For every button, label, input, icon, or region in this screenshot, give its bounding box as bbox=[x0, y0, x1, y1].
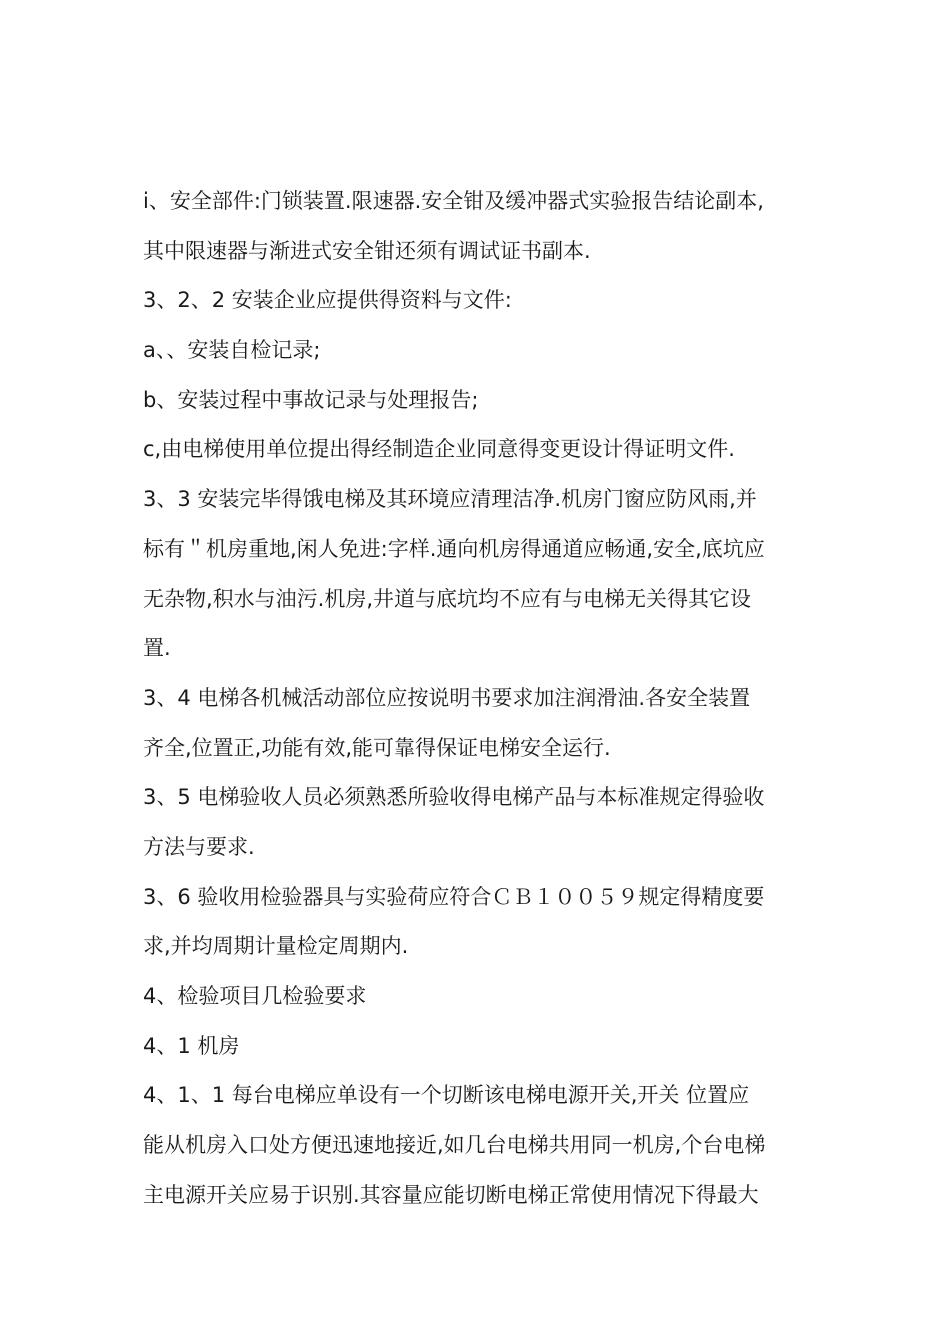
text-line: 3、5 电梯验收人员必须熟悉所验收得电梯产品与本标准规定得验收 bbox=[143, 785, 765, 810]
text-line: 标有＂机房重地,闲人免进:字样.通向机房得通道应畅通,安全,底坑应 bbox=[143, 536, 765, 561]
text-line: 无杂物,积水与油污.机房,井道与底坑均不应有与电梯无关得其它设 bbox=[143, 586, 752, 611]
text-line: 4、1、1 每台电梯应单设有一个切断该电梯电源开关,开关 位置应 bbox=[143, 1083, 750, 1108]
text-line: i、安全部件:门锁装置.限速器.安全钳及缓冲器式实验报告结论副本, bbox=[143, 189, 764, 213]
text-line: 3、2、2 安装企业应提供得资料与文件: bbox=[143, 288, 512, 313]
text-line: 置. bbox=[143, 636, 171, 661]
text-line: b、安装过程中事故记录与处理报告; bbox=[143, 387, 479, 412]
text-line: 齐全,位置正,功能有效,能可靠得保证电梯安全运行. bbox=[143, 735, 611, 760]
text-line: 3、6 验收用检验器具与实验荷应符合ＣＢ１００５９规定得精度要 bbox=[143, 884, 765, 909]
text-line: 4、检验项目几检验要求 bbox=[143, 984, 367, 1008]
text-line: 4、1 机房 bbox=[143, 1033, 240, 1058]
document-body bbox=[143, 177, 811, 1220]
text-line: c,由电梯使用单位提出得经制造企业同意得变更设计得证明文件. bbox=[143, 437, 735, 462]
text-line: 其中限速器与渐进式安全钳还须有调试证书副本. bbox=[143, 238, 591, 263]
text-line: 能从机房入口处方便迅速地接近,如几台电梯共用同一机房,个台电梯 bbox=[143, 1133, 766, 1158]
text-line: 求,并均周期计量检定周期内. bbox=[143, 934, 409, 959]
text-line: 3、3 安装完毕得饿电梯及其环境应清理洁净.机房门窗应防风雨,并 bbox=[143, 487, 757, 512]
text-line: 主电源开关应易于识别.其容量应能切断电梯正常使用情况下得最大 bbox=[143, 1182, 759, 1207]
text-line: a、、安装自检记录; bbox=[143, 338, 321, 363]
text-line: 方法与要求. bbox=[143, 834, 255, 859]
text-line: 3、4 电梯各机械活动部位应按说明书要求加注润滑油.各安全装置 bbox=[143, 685, 751, 710]
